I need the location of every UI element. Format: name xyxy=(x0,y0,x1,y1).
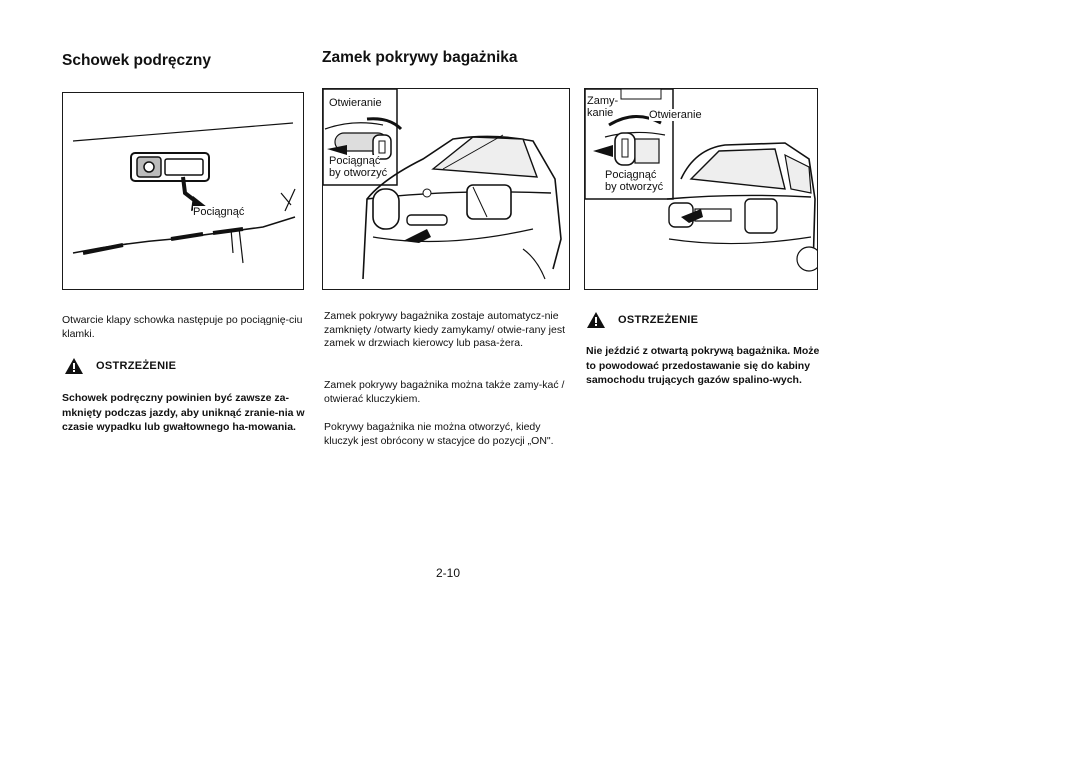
glovebox-pull-label: Pociągnąć xyxy=(193,206,245,218)
wagon-tailgate-figure xyxy=(584,88,818,290)
warning-triangle-icon xyxy=(64,357,84,375)
wagon-close-label-2: kanie xyxy=(587,107,614,119)
sedan-pull-label-2: by otworzyć xyxy=(329,167,388,179)
glovebox-illustration xyxy=(63,93,303,289)
sedan-trunk-figure xyxy=(322,88,570,290)
wagon-pull-label-2: by otworzyć xyxy=(605,181,664,193)
wagon-pull-label-1: Pociągnąć xyxy=(605,169,657,181)
sedan-pull-label-1: Pociągnąć xyxy=(329,155,381,167)
trunk-paragraph-3: Pokrywy bagażnika nie można otworzyć, kiedy kluczyk jest obrócony w stacyjce do pozycji „ON". xyxy=(324,421,554,447)
glovebox-paragraph: Otwarcie klapy schowka następuje po pociągnię-ciu klamki. xyxy=(62,314,303,340)
sedan-trunk-illustration xyxy=(323,89,569,289)
glovebox-warning-title: OSTRZEŻENIE xyxy=(96,360,177,372)
warning-triangle-icon xyxy=(586,311,606,329)
trunk-lock-heading: Zamek pokrywy bagażnika xyxy=(322,49,518,66)
page-number: 2-10 xyxy=(436,566,461,580)
trunk-warning-text: Nie jeździć z otwartą pokrywą bagażnika. Może to powodować przedostawanie się do kabiny samochodu trujących gazów spalino-wych. xyxy=(586,345,820,386)
glovebox-heading: Schowek podręczny xyxy=(62,52,212,69)
glovebox-figure xyxy=(62,92,304,290)
trunk-paragraph-1: Zamek pokrywy bagażnika zostaje automatycz-nie zamknięty /otwarty kiedy zamykamy/ otwie-rany jest zamek w drzwiach kierowcy lub pasa-żera. xyxy=(324,310,565,349)
trunk-warning-header xyxy=(586,311,698,329)
glovebox-warning-text: Schowek podręczny powinien być zawsze za-mknięty podczas jazdy, aby uniknąć zranie-nia w czasie wypadku lub gwałtownego ha-mowania. xyxy=(62,392,305,433)
wagon-open-label: Otwieranie xyxy=(649,109,702,121)
trunk-paragraph-2: Zamek pokrywy bagażnika można także zamy-kać / otwierać kluczykiem. xyxy=(324,379,565,405)
glovebox-warning-header xyxy=(64,357,176,375)
sedan-open-label: Otwieranie xyxy=(329,97,382,109)
trunk-warning-title: OSTRZEŻENIE xyxy=(618,314,699,326)
wagon-close-label-1: Zamy- xyxy=(587,95,619,107)
